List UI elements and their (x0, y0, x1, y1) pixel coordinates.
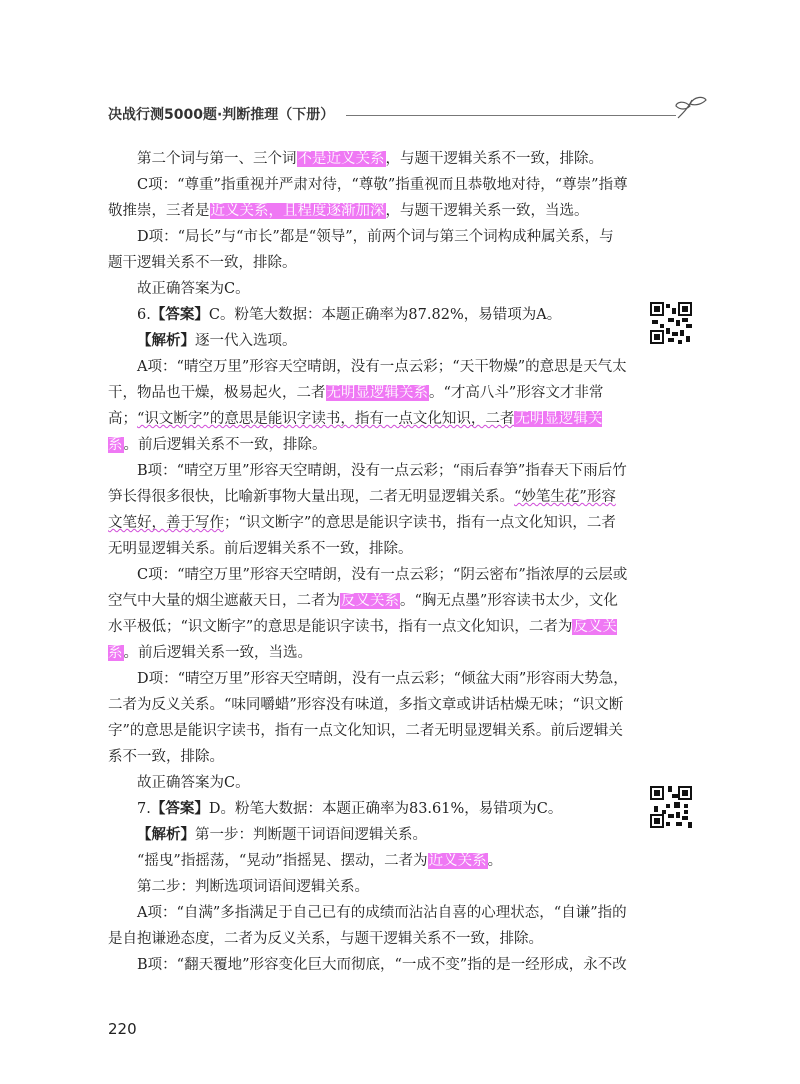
analysis-line: 【解析】逐一代入选项。 (137, 332, 297, 349)
paragraph: C项：“尊重”指重视并严肃对待，“尊敬”指重视而且恭敬地对待，“尊崇”指尊敬推崇，三者是近义关系，且程度逐渐加深，与题干逻辑关系一致，当选。 (108, 177, 628, 219)
highlight: 不是近义关系 (297, 151, 385, 167)
wavy-underline: “妙笔生花”形容文笔好，善于写作 (108, 489, 616, 531)
qr-code-icon[interactable] (650, 786, 692, 828)
paragraph: 故正确答案为C。 (137, 281, 250, 297)
paragraph: 第二个词与第一、三个词不是近义关系，与题干逻辑关系不一致，排除。 (137, 151, 603, 167)
analysis-line: 【解析】第一步：判断题干词语间逻辑关系。 (137, 826, 427, 843)
paragraph: A项：“自满”多指满足于自己已有的成绩而沾沾自喜的心理状态，“自谦”指的是自抱谦逊态度，二者为反义关系，与题干逻辑关系不一致，排除。 (108, 905, 627, 947)
paragraph: D项：“晴空万里”形容天空晴朗，没有一点云彩；“倾盆大雨”形容雨大势急，二者为反义关系。“味同嚼蜡”形容没有味道，多指文章或讲话枯燥无味；“识文断字”的意思是能识字读书，指有一点文化知识，二者无明显逻辑关系。前后逻辑关系不一致，排除。 (108, 671, 628, 765)
paragraph: 故正确答案为C。 (137, 775, 250, 791)
answer-label: 【答案】 (150, 800, 209, 817)
highlight: 近义关系，且程度逐渐加深 (210, 203, 385, 219)
paragraph: D项：“局长”与“市长”都是“领导”，前两个词与第三个词构成种属关系，与题干逻辑关系不一致，排除。 (108, 229, 614, 271)
header-title: 决战行测5000题·判断推理（下册） (108, 107, 335, 123)
page-header (108, 94, 708, 124)
answer-line: 7.【答案】D。粉笔大数据：本题正确率为83.61%，易错项为C。 (137, 800, 563, 817)
paragraph: C项：“晴空万里”形容天空晴朗，没有一点云彩；“阴云密布”指浓厚的云层或空气中大量的烟尘遮蔽天日，二者为反义关系。“胸无点墨”形容读书太少，文化水平极低；“识文断字”的意思是能识字读书，指有一点文化知识，二者为反义关系。前后逻辑关系一致，当选。 (108, 567, 628, 661)
paragraph: “摇曳”指摇荡，“晃动”指摇晃、摆动，二者为近义关系。 (137, 853, 503, 869)
content (108, 146, 628, 978)
paragraph: 第二步：判断选项词语间逻辑关系。 (137, 879, 369, 895)
paragraph: B项：“晴空万里”形容天空晴朗，没有一点云彩；“雨后春笋”指春天下雨后竹笋长得很多很快，比喻新事物大量出现，二者无明显逻辑关系。“妙笔生花”形容文笔好，善于写作；“识文断字”的意思是能识字读书，指有一点文化知识，二者无明显逻辑关系。前后逻辑关系不一致，排除。 (108, 463, 627, 557)
header-rule (346, 115, 676, 116)
qr-code-icon[interactable] (650, 302, 692, 344)
highlight: 反义关系 (341, 593, 399, 609)
analysis-label: 【解析】 (137, 332, 195, 349)
wavy-underline: “识文断字”的意思是能识字读书，指有一点文化知识，二者 (137, 411, 515, 427)
paragraph: B项：“翻天覆地”形容变化巨大而彻底，“一成不变”指的是一经形成，永不改 (137, 957, 627, 973)
paragraph: A项：“晴空万里”形容天空晴朗，没有一点云彩；“天干物燥”的意思是天气太干，物品也干燥，极易起火，二者无明显逻辑关系。“才高八斗”形容文才非常高；“识文断字”的意思是能识字读书，指有一点文化知识，二者无明显逻辑关系。前后逻辑关系不一致，排除。 (108, 359, 627, 453)
highlight: 无明显逻辑关系 (108, 411, 603, 453)
highlight: 反义关系 (108, 619, 617, 661)
answer-line: 6.【答案】C。粉笔大数据：本题正确率为87.82%，易错项为A。 (137, 306, 562, 323)
analysis-label: 【解析】 (137, 826, 195, 843)
page-number: 220 (108, 1020, 137, 1038)
answer-label: 【答案】 (150, 306, 209, 323)
leaf-icon (674, 94, 710, 120)
highlight: 近义关系 (428, 853, 487, 869)
highlight: 无明显逻辑关系 (326, 385, 428, 401)
